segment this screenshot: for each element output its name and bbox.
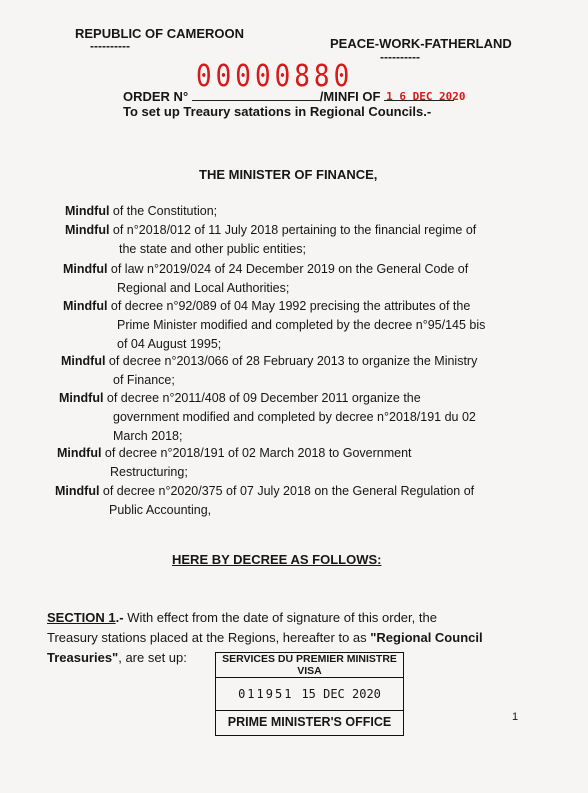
order-label: ORDER N° — [123, 89, 189, 104]
mindful-keyword: Mindful — [65, 204, 110, 218]
mindful-keyword: Mindful — [61, 354, 106, 368]
mindful-8: Mindful of decree n°2020/375 of 07 July 2018 on the General Regulation of Public Accounting, — [55, 484, 475, 517]
visa-date: 15 DEC 2020 — [301, 687, 381, 701]
mindful-4: Mindful of decree n°92/089 of 04 May 1992 precising the attributes of the Prime Minister modified and completed by the decree n°95/145 bis of 04 August 1995; — [63, 299, 486, 351]
order-number-stamp: 00000880 — [196, 59, 354, 95]
republic-dashes: ---------- — [90, 39, 130, 53]
order-ministry: /MINFI OF — [319, 89, 381, 104]
mindful-3: Mindful of law n°2019/024 of 24 December 2019 on the General Code of Regional and Local Authorities; — [63, 262, 469, 295]
motto-label: PEACE-WORK-FATHERLAND — [330, 36, 512, 51]
section-1-label: SECTION 1 — [47, 610, 116, 625]
order-date-stamp: 1 6 DEC 2020 — [386, 90, 466, 103]
visa-number: 011951 — [238, 687, 294, 701]
motto-dashes: ---------- — [380, 50, 420, 64]
order-subject: To set up Treaury satations in Regional Councils.- — [123, 104, 432, 119]
order-line — [123, 89, 466, 104]
mindful-keyword: Mindful — [63, 262, 108, 276]
decree-heading: HERE BY DECREE AS FOLLOWS: — [172, 552, 382, 567]
republic-label: REPUBLIC OF CAMEROON — [75, 26, 244, 41]
section-1: SECTION 1.- With effect from the date of signature of this order, the Treasury stations placed at the Regions, hereafter to as "Regional Council Treasuries", are set up: — [47, 610, 483, 665]
minister-title: THE MINISTER OF FINANCE, — [199, 167, 378, 182]
visa-stamp-header: SERVICES DU PREMIER MINISTRE VISA — [216, 653, 403, 678]
mindful-keyword: Mindful — [65, 223, 110, 237]
mindful-keyword: Mindful — [59, 391, 104, 405]
mindful-2: Mindful of n°2018/012 of 11 July 2018 pertaining to the financial regime of the state and other public entities; — [65, 223, 477, 256]
mindful-5: Mindful of decree n°2013/066 of 28 February 2013 to organize the Ministry of Finance; — [61, 354, 478, 387]
order-date-underline — [384, 90, 466, 103]
mindful-keyword: Mindful — [55, 484, 100, 498]
mindful-keyword: Mindful — [63, 299, 108, 313]
visa-stamp — [215, 652, 404, 736]
mindful-1: Mindful of the Constitution; — [65, 204, 218, 218]
order-number-underline — [192, 100, 320, 101]
page-number: 1 — [512, 711, 519, 723]
mindful-7: Mindful of decree n°2018/191 of 02 March 2018 to Government Restructuring; — [57, 446, 412, 479]
mindful-keyword: Mindful — [57, 446, 102, 460]
mindful-6: Mindful of decree n°2011/408 of 09 December 2011 organize the government modified and completed by decree n°2018/191 du 02 March 2018; — [59, 391, 476, 443]
visa-stamp-number-row — [216, 678, 403, 711]
visa-office: PRIME MINISTER'S OFFICE — [227, 715, 392, 729]
